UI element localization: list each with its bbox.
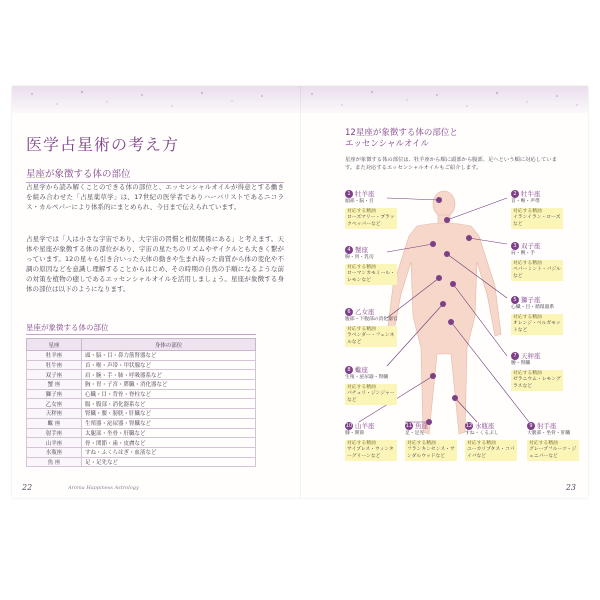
oil-box bbox=[345, 208, 397, 230]
table-cell-parts: 首・喉・声帯・甲状腺など bbox=[82, 360, 256, 370]
sign-name: 牡羊座 bbox=[355, 190, 375, 198]
table-cell-sign: 獅子座 bbox=[27, 389, 82, 399]
sign-name: 蠍座 bbox=[355, 366, 368, 374]
oil-box bbox=[345, 384, 397, 406]
table-row bbox=[27, 399, 256, 409]
oil-box bbox=[345, 326, 397, 348]
table-cell-parts: すね・ふくらはぎ・血液など bbox=[82, 447, 256, 457]
sign-name: 双子座 bbox=[521, 242, 541, 250]
table-cell-sign: 牡羊座 bbox=[27, 351, 82, 361]
table-cell-parts: 骨・関節・歯・皮膚など bbox=[82, 438, 256, 448]
sign-parts: 生殖・泌尿器・腎臓 bbox=[345, 375, 389, 381]
table-row bbox=[27, 370, 256, 380]
left-page bbox=[12, 86, 300, 498]
sign-number: 2 bbox=[511, 190, 519, 198]
table-row bbox=[27, 418, 256, 428]
sign-number: 8 bbox=[345, 366, 353, 374]
table-heading: 星座が象徴する体の部位 bbox=[26, 322, 256, 335]
sign-name: 水瓶座 bbox=[475, 422, 495, 430]
section-heading: 星座が象徴する体の部位 bbox=[26, 166, 284, 183]
table-cell-parts: 生殖器・泌尿器・腎臓など bbox=[82, 418, 256, 428]
sign-label-libra bbox=[511, 352, 563, 391]
oil-box bbox=[511, 370, 563, 392]
sign-name: 獅子座 bbox=[521, 296, 541, 304]
sign-name: 魚座 bbox=[415, 422, 428, 430]
sign-number: 5 bbox=[511, 296, 519, 304]
oil-title: 対応する精油 bbox=[513, 315, 542, 321]
oil-list: ローマンカモミール・レモンなど bbox=[347, 271, 395, 283]
table-row bbox=[27, 457, 256, 467]
oil-box bbox=[511, 260, 563, 282]
table-row bbox=[27, 351, 256, 361]
table-cell-sign: 天秤座 bbox=[27, 409, 82, 419]
oil-box bbox=[527, 440, 579, 462]
sign-parts: 首・喉・声帯 bbox=[511, 199, 540, 205]
oil-box bbox=[345, 440, 397, 462]
human-silhouette bbox=[387, 191, 501, 434]
oil-list: オレンジ・ベルガモットなど bbox=[513, 321, 561, 333]
table-cell-parts: 腎臓・腰・膀胱・肝臓など bbox=[82, 409, 256, 419]
sign-label-virgo bbox=[345, 308, 398, 347]
paragraph-1: 占星学から読み解くことのできる体の部位と、エッセンシャルオイルが得意とする働きを組み合わせた「占星薬草学」は、17世紀の医学者でありハーバリストであるニコラス・カルペパーにより体系的にまとめられ、今日まで伝えられています。 bbox=[26, 183, 284, 212]
table-row bbox=[27, 389, 256, 399]
sign-number: 7 bbox=[511, 352, 519, 360]
table-row bbox=[27, 409, 256, 419]
oil-list: フランキンセンス・サンダルウッドなど bbox=[407, 447, 455, 459]
right-page bbox=[301, 86, 588, 498]
oil-box bbox=[511, 314, 563, 336]
oil-list: グレープフルーツ・ジュニパーなど bbox=[529, 447, 577, 459]
sign-name: 牡牛座 bbox=[521, 190, 541, 198]
oil-title: 対応する精油 bbox=[407, 441, 436, 447]
oil-list: サイプレス・ウィンターグリーンなど bbox=[347, 447, 394, 459]
sign-name: 山羊座 bbox=[355, 422, 375, 430]
table-cell-sign: 双子座 bbox=[27, 370, 82, 380]
oil-list: イランイラン・ローズなど bbox=[513, 215, 561, 227]
sign-label-pisces bbox=[405, 422, 457, 461]
table-cell-parts: 肩・腕・手・肺・呼吸器系など bbox=[82, 370, 256, 380]
oil-list: パチュリ・ジンジャーなど bbox=[347, 391, 395, 403]
oil-title: 対応する精油 bbox=[347, 441, 376, 447]
oil-list: ローズマリー・ブラックペッパーなど bbox=[347, 215, 395, 227]
sign-number: 12 bbox=[465, 423, 473, 430]
book-spread bbox=[12, 86, 588, 498]
table-row bbox=[27, 447, 256, 457]
right-intro: 星座が象徴する体の部位は、牡羊座から順に頭部から腹部、足へという順に対応しています。また対応するエッセンシャルオイルもご紹介します。 bbox=[345, 157, 557, 172]
sign-parts: 腰・腎臓 bbox=[511, 361, 531, 367]
table-row bbox=[27, 438, 256, 448]
sign-label-leo bbox=[511, 296, 563, 335]
sign-number: 9 bbox=[527, 422, 535, 430]
sign-parts: 肩・腕・手 bbox=[511, 251, 535, 257]
sign-label-aries bbox=[345, 190, 397, 229]
sign-number: 4 bbox=[345, 246, 353, 254]
oil-box bbox=[465, 440, 517, 462]
table-cell-sign: 魚 座 bbox=[27, 457, 82, 467]
table-cell-sign: 蟹 座 bbox=[27, 380, 82, 390]
table-header-sign: 星座 bbox=[27, 339, 82, 351]
table-row bbox=[27, 380, 256, 390]
table-row bbox=[27, 428, 256, 438]
sign-parts: 大腿部・坐骨・肝臓 bbox=[527, 431, 571, 437]
sign-parts: 胸・胃・乳房 bbox=[345, 255, 374, 261]
sign-parts: すね・くるぶし bbox=[465, 431, 499, 437]
sign-number: 3 bbox=[511, 242, 519, 250]
table-cell-sign: 蠍 座 bbox=[27, 418, 82, 428]
oil-list: ラベンダー・フェンネルなど bbox=[347, 333, 395, 345]
sign-parts: 足・足先 bbox=[405, 431, 425, 437]
right-title-line-1: 12星座が象徴する体の部位と bbox=[345, 128, 458, 138]
sign-number: 11 bbox=[405, 423, 413, 430]
sign-label-gemini bbox=[511, 242, 563, 281]
oil-list: ゼラニウム・レモングラスなど bbox=[513, 377, 561, 389]
sign-parts: 頭部・脳・目 bbox=[345, 199, 374, 205]
sign-label-cancer bbox=[345, 246, 397, 285]
table-cell-parts: 胸・胃・子宮・膵臓・消化器など bbox=[82, 380, 256, 390]
sign-number: 6 bbox=[345, 308, 353, 316]
paragraph-2: 占星学では「人は小さな宇宙であり、大宇宙の習慣と相似関係にある」と考えます。天体や星座が象徴する体の部位があり、宇宙の星たちのリズムやサイクルとも大きく繋がっています。12の星々も引き合いった天体の動きや生まれ持った資質から体の変化や不調の原因などを意識し理解することからはじめ、その時期の自然の手順になるような前の対策を植物の癒しであるエッセンシャルオイルを活用しましょう。星座が象徴する身体の部位は以下のようになります。 bbox=[26, 235, 284, 294]
table-cell-parts: 足・足先など bbox=[82, 457, 256, 467]
oil-title: 対応する精油 bbox=[347, 265, 376, 271]
right-title-line-2: エッセンシャルオイル bbox=[345, 139, 430, 150]
table-cell-parts: 頭・脳・目・鼻力筋腎器など bbox=[82, 351, 256, 361]
page-title: 医学占星術の考え方 bbox=[26, 135, 180, 154]
oil-list: ペパーミント・バジルなど bbox=[513, 267, 561, 279]
sign-parts: 腹部・下腹部の消化器官 bbox=[345, 317, 398, 323]
oil-title: 対応する精油 bbox=[513, 371, 542, 377]
oil-list: ユーカリプタス・コパイバなど bbox=[467, 447, 515, 459]
oil-title: 対応する精油 bbox=[347, 209, 376, 215]
oil-title: 対応する精油 bbox=[347, 327, 376, 333]
table-cell-sign: 射手座 bbox=[27, 428, 82, 438]
table-cell-sign: 牡牛座 bbox=[27, 360, 82, 370]
table-cell-parts: 太腿部・坐骨・肝臓など bbox=[82, 428, 256, 438]
table-cell-parts: 心臓・目・背骨・脊柱など bbox=[82, 389, 256, 399]
table-header-parts: 身体の部位 bbox=[82, 339, 256, 351]
page-number-right: 23 bbox=[565, 483, 576, 492]
oil-box bbox=[511, 208, 563, 230]
sign-parts: 膝・関節 bbox=[345, 431, 365, 437]
oil-title: 対応する精油 bbox=[513, 261, 542, 267]
table-cell-parts: 腸・腹部・消化器系など bbox=[82, 399, 256, 409]
running-head: Aroma Happiness Astrology bbox=[68, 485, 139, 491]
oil-title: 対応する精油 bbox=[513, 209, 542, 215]
oil-title: 対応する精油 bbox=[529, 441, 558, 447]
oil-title: 対応する精油 bbox=[467, 441, 496, 447]
body-parts-table bbox=[26, 338, 256, 467]
table-cell-sign: 水瓶座 bbox=[27, 447, 82, 457]
oil-title: 対応する精油 bbox=[347, 385, 376, 391]
oil-box bbox=[405, 440, 457, 462]
sign-name: 蟹座 bbox=[355, 246, 368, 254]
page-number-left: 22 bbox=[22, 483, 33, 492]
sign-label-sagittarius bbox=[527, 422, 579, 461]
table-row bbox=[27, 360, 256, 370]
table-cell-sign: 山羊座 bbox=[27, 438, 82, 448]
sign-label-scorpio bbox=[345, 366, 397, 405]
sign-number: 1 bbox=[345, 190, 353, 198]
sign-name: 天秤座 bbox=[521, 352, 541, 360]
sign-label-taurus bbox=[511, 190, 563, 229]
sign-label-capricorn bbox=[345, 422, 397, 461]
sign-parts: 心臓・目・循環器系 bbox=[511, 305, 555, 311]
sign-label-aquarius bbox=[465, 422, 517, 461]
sign-name: 射手座 bbox=[537, 422, 557, 430]
sign-number: 10 bbox=[345, 423, 353, 430]
table-cell-sign: 乙女座 bbox=[27, 399, 82, 409]
oil-box bbox=[345, 264, 397, 286]
sign-name: 乙女座 bbox=[355, 308, 375, 316]
